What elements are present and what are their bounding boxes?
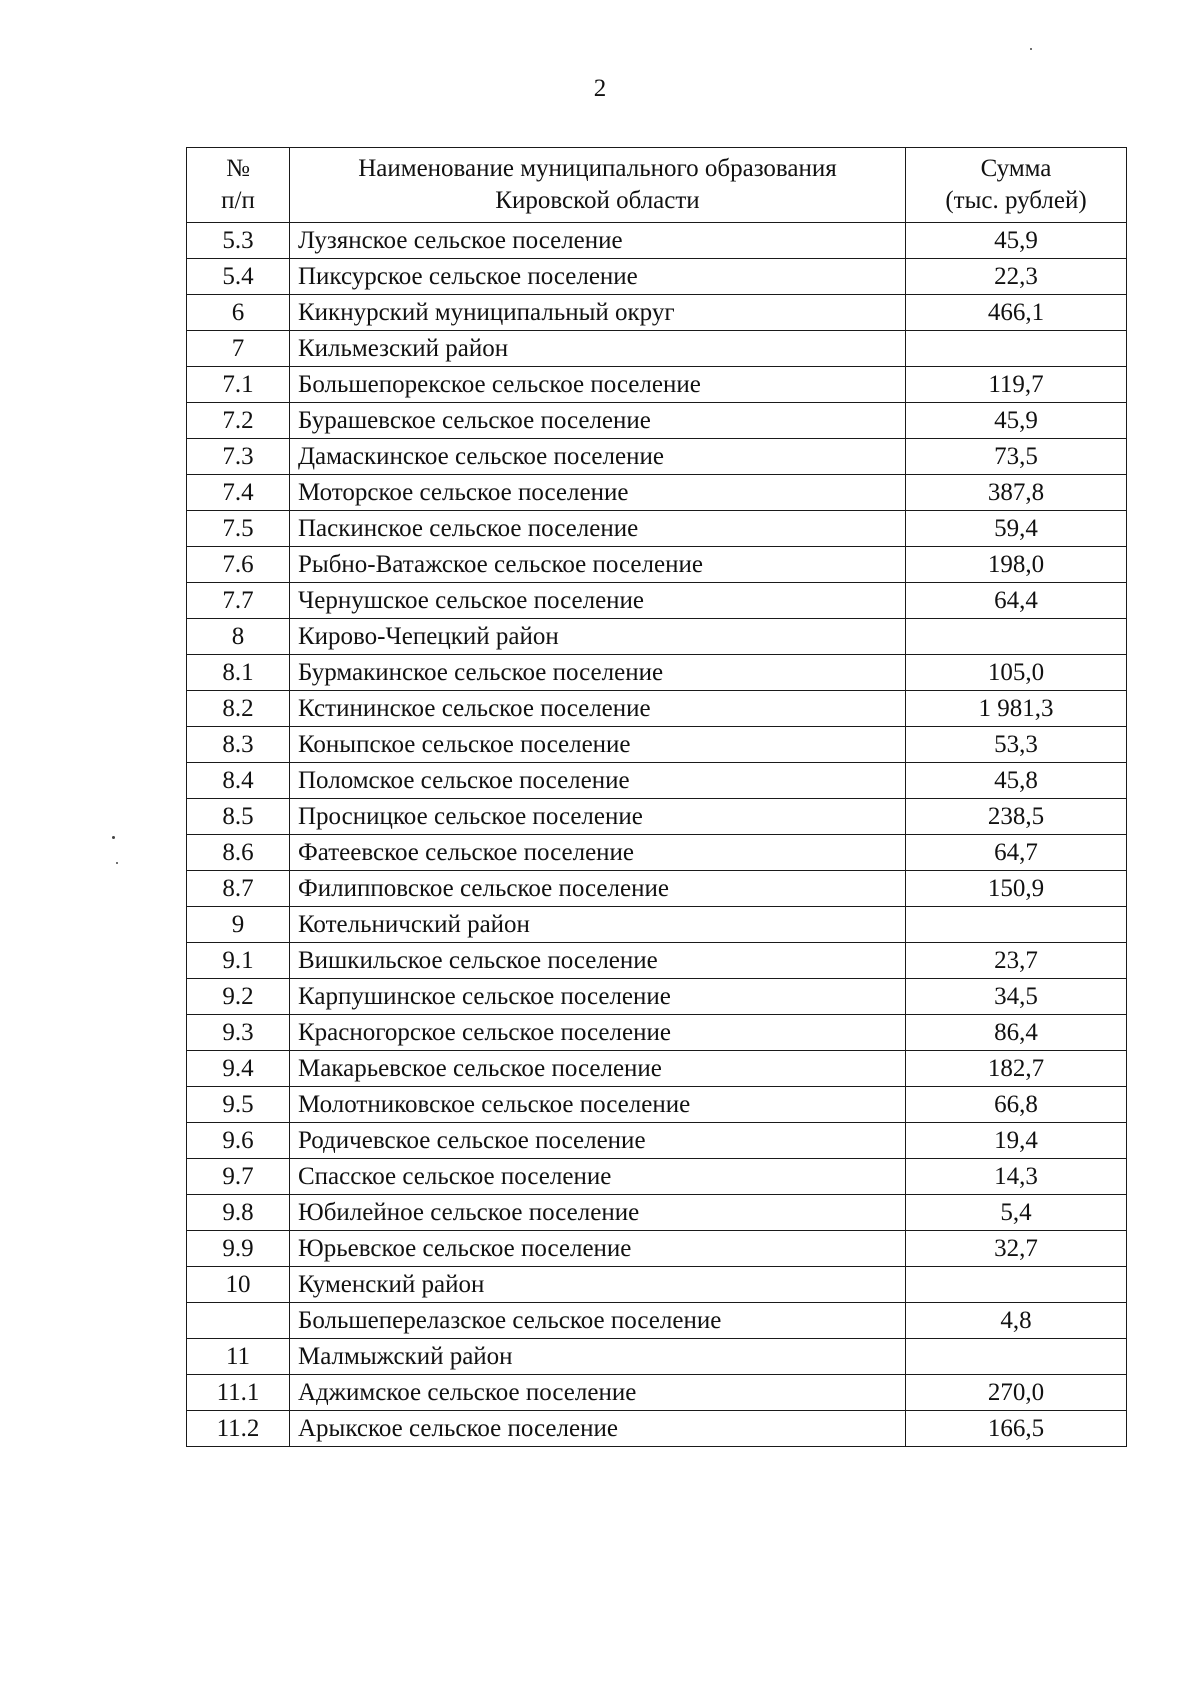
table-row xyxy=(187,295,1127,331)
row-municipality-name: Большеперелазское сельское поселение xyxy=(290,1303,906,1339)
table-row xyxy=(187,799,1127,835)
row-number: 9.5 xyxy=(187,1087,290,1123)
row-number: 9.3 xyxy=(187,1015,290,1051)
table-row xyxy=(187,1159,1127,1195)
table-row xyxy=(187,403,1127,439)
row-number: 11.2 xyxy=(187,1411,290,1447)
row-sum xyxy=(906,331,1127,367)
scan-speck xyxy=(1030,48,1032,50)
row-sum: 166,5 xyxy=(906,1411,1127,1447)
row-sum: 119,7 xyxy=(906,367,1127,403)
row-number: 7.4 xyxy=(187,475,290,511)
row-number: 11.1 xyxy=(187,1375,290,1411)
row-municipality-name: Кикнурский муниципальный округ xyxy=(290,295,906,331)
row-sum: 105,0 xyxy=(906,655,1127,691)
table-row xyxy=(187,367,1127,403)
row-municipality-name: Паскинское сельское поселение xyxy=(290,511,906,547)
table-header xyxy=(187,148,1127,223)
table-row xyxy=(187,583,1127,619)
row-number: 9.6 xyxy=(187,1123,290,1159)
row-sum: 22,3 xyxy=(906,259,1127,295)
row-municipality-name: Вишкильское сельское поселение xyxy=(290,943,906,979)
row-municipality-name: Юбилейное сельское поселение xyxy=(290,1195,906,1231)
row-sum: 150,9 xyxy=(906,871,1127,907)
row-number: 8.1 xyxy=(187,655,290,691)
row-number: 7.2 xyxy=(187,403,290,439)
header-name-line2: Кировской области xyxy=(495,187,700,214)
row-sum: 64,7 xyxy=(906,835,1127,871)
row-sum: 66,8 xyxy=(906,1087,1127,1123)
table-row xyxy=(187,1375,1127,1411)
row-number: 8.7 xyxy=(187,871,290,907)
table-row xyxy=(187,1051,1127,1087)
row-municipality-name: Куменский район xyxy=(290,1267,906,1303)
table-row xyxy=(187,835,1127,871)
row-municipality-name: Большепорекское сельское поселение xyxy=(290,367,906,403)
row-number: 7 xyxy=(187,331,290,367)
row-municipality-name: Бурашевское сельское поселение xyxy=(290,403,906,439)
table-row xyxy=(187,763,1127,799)
row-sum: 86,4 xyxy=(906,1015,1127,1051)
row-number: 8.2 xyxy=(187,691,290,727)
row-sum xyxy=(906,619,1127,655)
row-sum: 466,1 xyxy=(906,295,1127,331)
table-row xyxy=(187,619,1127,655)
row-municipality-name: Рыбно-Ватажское сельское поселение xyxy=(290,547,906,583)
row-municipality-name: Кильмезский район xyxy=(290,331,906,367)
row-municipality-name: Арыкское сельское поселение xyxy=(290,1411,906,1447)
row-number: 8.4 xyxy=(187,763,290,799)
row-sum: 45,8 xyxy=(906,763,1127,799)
row-sum: 238,5 xyxy=(906,799,1127,835)
row-sum: 14,3 xyxy=(906,1159,1127,1195)
table-row xyxy=(187,943,1127,979)
row-municipality-name: Дамаскинское сельское поселение xyxy=(290,439,906,475)
row-number: 7.3 xyxy=(187,439,290,475)
table-row xyxy=(187,1267,1127,1303)
row-sum xyxy=(906,907,1127,943)
header-name xyxy=(290,148,906,223)
row-number: 9.1 xyxy=(187,943,290,979)
table-row xyxy=(187,1339,1127,1375)
row-municipality-name: Чернушское сельское поселение xyxy=(290,583,906,619)
table-row xyxy=(187,655,1127,691)
row-municipality-name: Поломское сельское поселение xyxy=(290,763,906,799)
row-number: 5.4 xyxy=(187,259,290,295)
row-municipality-name: Просницкое сельское поселение xyxy=(290,799,906,835)
row-sum: 34,5 xyxy=(906,979,1127,1015)
row-sum: 4,8 xyxy=(906,1303,1127,1339)
row-municipality-name: Спасское сельское поселение xyxy=(290,1159,906,1195)
table-row xyxy=(187,475,1127,511)
row-sum: 73,5 xyxy=(906,439,1127,475)
row-number: 9 xyxy=(187,907,290,943)
table-row xyxy=(187,511,1127,547)
row-number: 7.6 xyxy=(187,547,290,583)
row-sum: 59,4 xyxy=(906,511,1127,547)
row-municipality-name: Лузянское сельское поселение xyxy=(290,223,906,259)
row-sum: 32,7 xyxy=(906,1231,1127,1267)
table-row xyxy=(187,1087,1127,1123)
row-municipality-name: Аджимское сельское поселение xyxy=(290,1375,906,1411)
row-sum: 5,4 xyxy=(906,1195,1127,1231)
scan-speck xyxy=(116,862,118,864)
row-number: 8.6 xyxy=(187,835,290,871)
table-row xyxy=(187,1231,1127,1267)
table-row xyxy=(187,1303,1127,1339)
row-municipality-name: Макарьевское сельское поселение xyxy=(290,1051,906,1087)
row-municipality-name: Родичевское сельское поселение xyxy=(290,1123,906,1159)
page-number: 2 xyxy=(593,75,607,102)
row-sum: 64,4 xyxy=(906,583,1127,619)
row-number: 7.7 xyxy=(187,583,290,619)
header-number-line1: № xyxy=(226,155,250,182)
table-row xyxy=(187,1411,1127,1447)
row-municipality-name: Юрьевское сельское поселение xyxy=(290,1231,906,1267)
row-municipality-name: Кирово-Чепецкий район xyxy=(290,619,906,655)
row-sum: 45,9 xyxy=(906,223,1127,259)
row-municipality-name: Коныпское сельское поселение xyxy=(290,727,906,763)
row-sum: 1 981,3 xyxy=(906,691,1127,727)
table-row xyxy=(187,871,1127,907)
row-sum: 53,3 xyxy=(906,727,1127,763)
row-number: 7.1 xyxy=(187,367,290,403)
row-number: 8.5 xyxy=(187,799,290,835)
row-municipality-name: Котельничский район xyxy=(290,907,906,943)
header-sum xyxy=(906,148,1127,223)
header-name-line1: Наименование муниципального образования xyxy=(358,155,837,182)
row-municipality-name: Моторское сельское поселение xyxy=(290,475,906,511)
row-number: 8 xyxy=(187,619,290,655)
table-row xyxy=(187,1195,1127,1231)
table-row xyxy=(187,727,1127,763)
row-municipality-name: Пиксурское сельское поселение xyxy=(290,259,906,295)
table-body xyxy=(187,223,1127,1447)
row-number: 9.9 xyxy=(187,1231,290,1267)
row-municipality-name: Филипповское сельское поселение xyxy=(290,871,906,907)
table-row xyxy=(187,439,1127,475)
table-row xyxy=(187,979,1127,1015)
row-number: 5.3 xyxy=(187,223,290,259)
header-number xyxy=(187,148,290,223)
table-row xyxy=(187,1123,1127,1159)
row-municipality-name: Фатеевское сельское поселение xyxy=(290,835,906,871)
row-number: 10 xyxy=(187,1267,290,1303)
scan-speck xyxy=(112,836,115,839)
table-row xyxy=(187,691,1127,727)
row-sum: 387,8 xyxy=(906,475,1127,511)
table-row xyxy=(187,331,1127,367)
row-sum: 182,7 xyxy=(906,1051,1127,1087)
row-sum: 45,9 xyxy=(906,403,1127,439)
row-number: 9.4 xyxy=(187,1051,290,1087)
header-sum-line2: (тыс. рублей) xyxy=(945,187,1087,214)
row-number: 9.8 xyxy=(187,1195,290,1231)
row-sum: 23,7 xyxy=(906,943,1127,979)
row-number: 11 xyxy=(187,1339,290,1375)
allocation-table xyxy=(186,147,1127,1447)
row-number: 8.3 xyxy=(187,727,290,763)
row-municipality-name: Малмыжский район xyxy=(290,1339,906,1375)
table-row xyxy=(187,259,1127,295)
table-row xyxy=(187,547,1127,583)
row-municipality-name: Бурмакинское сельское поселение xyxy=(290,655,906,691)
row-sum: 198,0 xyxy=(906,547,1127,583)
header-number-line2: п/п xyxy=(221,187,255,214)
row-sum xyxy=(906,1339,1127,1375)
row-sum xyxy=(906,1267,1127,1303)
header-sum-line1: Сумма xyxy=(980,155,1052,182)
row-municipality-name: Молотниковское сельское поселение xyxy=(290,1087,906,1123)
row-number: 9.2 xyxy=(187,979,290,1015)
row-number: 9.7 xyxy=(187,1159,290,1195)
row-number xyxy=(187,1303,290,1339)
table-row xyxy=(187,1015,1127,1051)
table-header-row xyxy=(187,148,1127,223)
table-row xyxy=(187,223,1127,259)
row-municipality-name: Карпушинское сельское поселение xyxy=(290,979,906,1015)
row-number: 6 xyxy=(187,295,290,331)
row-municipality-name: Красногорское сельское поселение xyxy=(290,1015,906,1051)
row-number: 7.5 xyxy=(187,511,290,547)
table-row xyxy=(187,907,1127,943)
row-sum: 270,0 xyxy=(906,1375,1127,1411)
row-municipality-name: Кстининское сельское поселение xyxy=(290,691,906,727)
row-sum: 19,4 xyxy=(906,1123,1127,1159)
